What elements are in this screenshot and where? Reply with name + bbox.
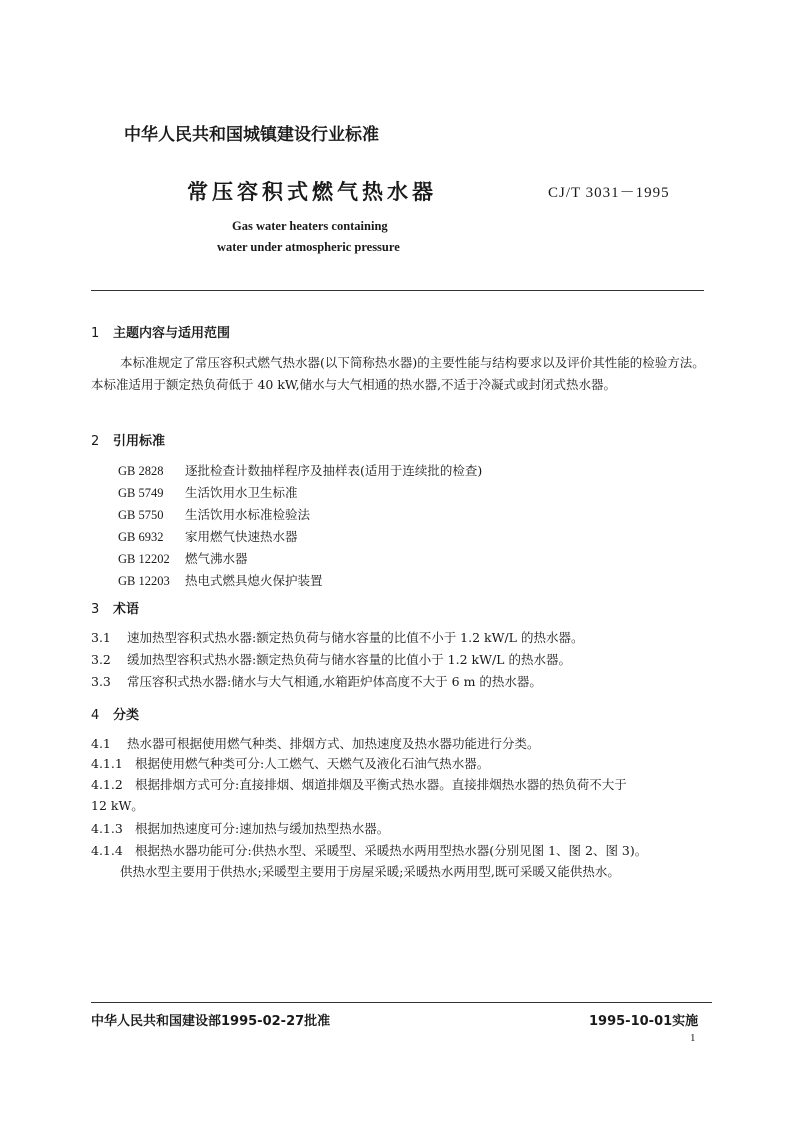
term-number: 3.2 xyxy=(91,652,111,667)
reference-item xyxy=(118,483,298,501)
page-number: 1 xyxy=(690,1032,696,1044)
classification-number: 4.1 xyxy=(91,736,111,751)
standard-number: CJ/T 3031－1995 xyxy=(548,185,670,201)
section-number: 2 xyxy=(91,434,100,449)
reference-code: GB 5749 xyxy=(118,486,164,500)
header-divider xyxy=(91,290,704,291)
section-number: 4 xyxy=(91,708,100,723)
section-number: 1 xyxy=(91,326,100,341)
classification-continuation: 12 kW。 xyxy=(91,798,144,813)
classification-item xyxy=(91,775,627,793)
standard-category: 中华人民共和国城镇建设行业标准 xyxy=(124,125,379,145)
term-number: 3.3 xyxy=(91,674,111,689)
reference-name: 热电式燃具熄火保护装置 xyxy=(185,573,323,588)
reference-name: 逐批检查计数抽样程序及抽样表(适用于连续批的检查) xyxy=(185,463,483,478)
classification-note: 供热水型主要用于供热水;采暖型主要用于房屋采暖;采暖热水两用型,既可采暖又能供热水。 xyxy=(120,864,620,879)
classification-item xyxy=(91,841,647,859)
section-heading-2 xyxy=(91,430,165,449)
reference-code: GB 12203 xyxy=(118,574,170,588)
classification-text: 根据使用燃气种类可分:人工燃气、天燃气及液化石油气热水器。 xyxy=(135,756,490,771)
classification-text: 根据加热速度可分:速加热与缓加热型热水器。 xyxy=(135,821,390,836)
reference-item xyxy=(118,527,298,545)
classification-text: 根据热水器功能可分:供热水型、采暖型、采暖热水两用型热水器(分别见图 1、图 2、图 3)。 xyxy=(135,843,648,858)
section-heading-4 xyxy=(91,704,139,723)
implementation-date: 1995-10-01实施 xyxy=(589,1014,699,1029)
reference-item xyxy=(118,505,310,523)
classification-item xyxy=(91,754,489,772)
scope-paragraph: 本标准规定了常压容积式燃气热水器(以下简称热水器)的主要性能与结构要求以及评价其性能的检验方法。本标准适用于额定热负荷低于 40 kW,储水与大气相通的热水器,不适于冷凝式或封闭式热水器。 xyxy=(91,355,705,392)
classification-number: 4.1.3 xyxy=(91,821,123,836)
classification-item xyxy=(91,734,540,752)
footer-divider xyxy=(91,1002,712,1003)
reference-item xyxy=(118,549,248,567)
reference-code: GB 5750 xyxy=(118,508,164,522)
term-item xyxy=(91,628,583,646)
reference-name: 生活饮用水标准检验法 xyxy=(185,507,311,522)
term-text: 缓加热型容积式热水器:额定热负荷与储水容量的比值小于 1.2 kW/L 的热水器。 xyxy=(127,652,571,667)
english-title-line2: water under atmospheric pressure xyxy=(217,240,400,254)
term-item xyxy=(91,650,571,668)
section-heading-3 xyxy=(91,598,139,617)
classification-text: 热水器可根据使用燃气种类、排烟方式、加热速度及热水器功能进行分类。 xyxy=(127,736,540,751)
classification-number: 4.1.2 xyxy=(91,777,123,792)
classification-text: 根据排烟方式可分:直接排烟、烟道排烟及平衡式热水器。直接排烟热水器的热负荷不大于 xyxy=(135,777,627,792)
reference-item xyxy=(118,461,482,479)
reference-name: 生活饮用水卫生标准 xyxy=(185,485,298,500)
term-text: 常压容积式热水器:储水与大气相通,水箱距炉体高度不大于 6 m 的热水器。 xyxy=(127,674,542,689)
classification-number: 4.1.4 xyxy=(91,843,123,858)
document-title: 常压容积式燃气热水器 xyxy=(187,180,437,204)
reference-code: GB 12202 xyxy=(118,552,170,566)
section-title: 引用标准 xyxy=(113,434,166,449)
section-title: 分类 xyxy=(113,708,140,723)
reference-item xyxy=(118,571,323,589)
english-title-line1: Gas water heaters containing xyxy=(232,219,388,233)
term-text: 速加热型容积式热水器:额定热负荷与储水容量的比值不小于 1.2 kW/L 的热水器。 xyxy=(127,630,584,645)
section-title: 术语 xyxy=(113,602,140,617)
section-heading-1 xyxy=(91,322,230,341)
term-item xyxy=(91,672,542,690)
term-number: 3.1 xyxy=(91,630,111,645)
section-number: 3 xyxy=(91,602,100,617)
section-title: 主题内容与适用范围 xyxy=(113,326,231,341)
reference-name: 燃气沸水器 xyxy=(185,551,248,566)
classification-number: 4.1.1 xyxy=(91,756,123,771)
approval-line: 中华人民共和国建设部1995-02-27批准 xyxy=(91,1014,331,1029)
reference-code: GB 6932 xyxy=(118,530,164,544)
reference-code: GB 2828 xyxy=(118,464,164,478)
classification-item xyxy=(91,819,389,837)
reference-name: 家用燃气快速热水器 xyxy=(185,529,298,544)
